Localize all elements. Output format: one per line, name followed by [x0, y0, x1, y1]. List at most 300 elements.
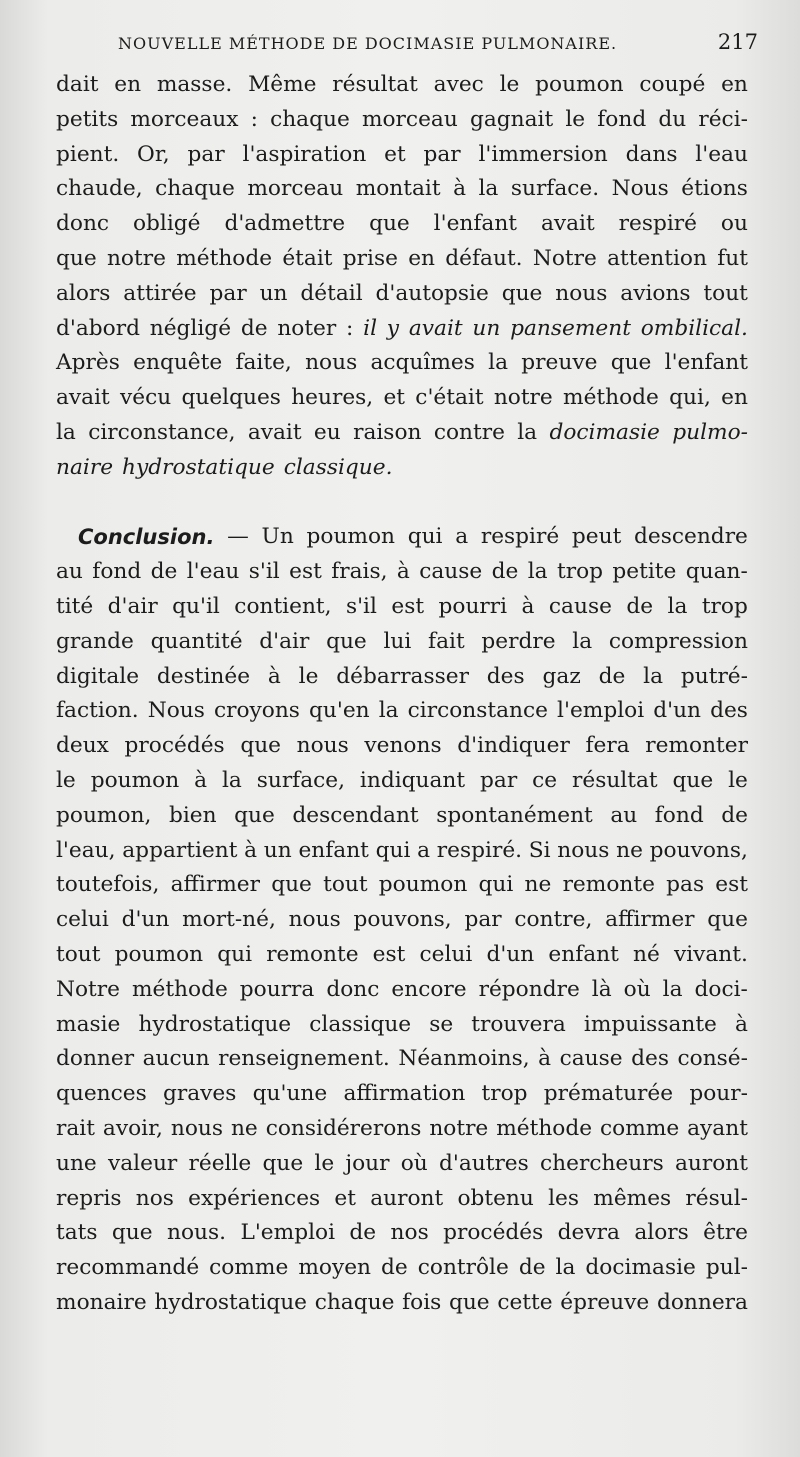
word: à — [734, 1011, 748, 1037]
word: nous — [288, 907, 341, 933]
word: l'aspiration — [242, 141, 367, 167]
word: chaque — [314, 1289, 395, 1315]
word: morceaux — [130, 106, 239, 132]
word: à — [396, 559, 410, 585]
word: qu'il — [172, 593, 220, 619]
word: affirmer — [605, 907, 695, 933]
word: en — [721, 72, 748, 97]
word: a — [417, 837, 431, 863]
word: nous — [296, 733, 349, 759]
word: l'eau — [186, 559, 240, 585]
word: trouvera — [471, 1011, 566, 1037]
word: donc — [56, 211, 110, 237]
text-line — [56, 625, 748, 660]
word: résultat — [572, 767, 658, 793]
word: donnera — [656, 1289, 748, 1315]
word: fond — [597, 106, 647, 132]
word: par — [480, 767, 518, 793]
word: le — [298, 663, 319, 689]
word: par — [423, 141, 461, 167]
word: nous — [557, 837, 610, 863]
word: comme — [209, 1255, 289, 1281]
word: putré- — [680, 663, 748, 689]
word: le — [314, 1150, 335, 1176]
word: qui — [217, 941, 253, 967]
word: la — [662, 976, 683, 1002]
word: Nous — [147, 698, 205, 724]
word: et — [383, 385, 406, 411]
word: la — [221, 767, 242, 793]
word: d'autopsie — [375, 280, 489, 306]
word: en — [114, 72, 142, 97]
word: attirée — [123, 280, 197, 306]
word: que — [610, 350, 652, 376]
word: contient, — [234, 593, 332, 619]
word: montait — [355, 176, 441, 202]
word: y — [386, 315, 400, 341]
word: contre, — [514, 907, 593, 933]
word: avait — [540, 211, 595, 237]
word: fond — [654, 802, 704, 828]
word: de — [598, 663, 626, 689]
word: que — [672, 767, 714, 793]
text-line — [56, 1077, 748, 1112]
word: avait — [56, 385, 110, 411]
word: contre — [433, 419, 505, 445]
word: enfant — [298, 837, 369, 863]
word: croyons — [213, 698, 300, 724]
text-line — [56, 1216, 748, 1251]
word: appartient — [122, 837, 238, 863]
word: le — [728, 767, 748, 793]
word: débarrasser — [336, 663, 469, 689]
word: L'emploi — [240, 1220, 336, 1246]
word: acquîmes — [370, 350, 475, 376]
word: tité — [56, 593, 94, 619]
word: qui — [407, 524, 443, 550]
word: jour — [345, 1150, 390, 1176]
word: obligé — [132, 211, 201, 237]
text-line — [56, 312, 748, 347]
word: est — [715, 872, 748, 898]
word: défaut. — [445, 245, 523, 271]
word: hydrostatique — [154, 1289, 307, 1315]
word: compression — [608, 628, 748, 654]
word: ayant — [687, 1115, 748, 1141]
word: avoir, — [102, 1115, 163, 1141]
word: d'un — [653, 698, 702, 724]
word: trop — [701, 593, 748, 619]
word: auront — [674, 1150, 748, 1176]
word: la — [555, 1255, 576, 1281]
word: méthode — [131, 976, 228, 1002]
word: en — [408, 245, 436, 271]
word: gaz — [542, 663, 581, 689]
word: naire — [56, 454, 114, 480]
word: était — [282, 245, 333, 271]
word: est — [289, 559, 322, 585]
word: tats — [56, 1220, 98, 1246]
word: qu'une — [252, 1081, 328, 1107]
word: réelle — [188, 1150, 252, 1176]
word: pient. — [56, 141, 120, 167]
word: résultat — [332, 72, 418, 97]
word: de — [381, 1255, 408, 1281]
word: raison — [353, 419, 422, 445]
word: quan- — [685, 559, 748, 585]
word: le — [565, 106, 586, 132]
word: que — [707, 907, 748, 933]
text-line — [56, 903, 748, 938]
word: docimasie — [585, 1255, 696, 1281]
word: la — [478, 176, 499, 202]
paragraph-conclusion — [56, 520, 748, 1320]
word: Un — [261, 524, 294, 550]
word: c'était — [415, 385, 484, 411]
word: hydrostatique — [122, 454, 275, 480]
word: d'indiquer — [457, 733, 570, 759]
word: d'air — [259, 628, 310, 654]
word: des — [486, 663, 525, 689]
word: un — [263, 837, 292, 863]
word: fois — [402, 1289, 442, 1315]
word: pulmo- — [672, 419, 748, 445]
running-title: NOUVELLE MÉTHODE DE DOCIMASIE PULMONAIRE. — [118, 34, 618, 53]
text-line — [56, 590, 748, 625]
word: Notre — [532, 245, 597, 271]
word: à — [194, 767, 208, 793]
word: masie — [56, 1011, 121, 1037]
word: est — [372, 941, 406, 967]
word: s'il — [248, 559, 280, 585]
word: mêmes — [593, 1185, 672, 1211]
word: une — [56, 1150, 97, 1176]
word: Même — [248, 72, 317, 97]
word: pouvons, — [649, 837, 748, 863]
word: monaire — [56, 1289, 147, 1315]
word: qui, — [669, 385, 711, 411]
word: s'il — [345, 593, 377, 619]
word: ou — [720, 211, 748, 237]
word: lui — [383, 628, 412, 654]
word: à — [453, 176, 466, 202]
word: faite, — [235, 350, 292, 376]
text-line — [56, 938, 748, 973]
word: pour- — [689, 1081, 748, 1107]
word: poumon — [114, 941, 204, 967]
word: poumon — [90, 767, 180, 793]
word: l'enfant — [433, 211, 518, 237]
word: chaque — [155, 176, 235, 202]
word: de — [491, 559, 519, 585]
word: Notre — [56, 976, 120, 1002]
word: descendre — [634, 524, 748, 550]
text-line — [56, 172, 748, 207]
word: cause — [559, 1046, 623, 1072]
word: il — [363, 315, 378, 341]
word: la — [527, 559, 548, 585]
word: un — [472, 315, 501, 341]
word: des — [710, 698, 748, 724]
text-line — [56, 451, 748, 486]
text-line — [56, 555, 748, 590]
word: enquête — [133, 350, 223, 376]
word: nous — [305, 350, 358, 376]
word: : — [346, 315, 354, 341]
word: prise — [342, 245, 398, 271]
word: trop — [481, 1081, 528, 1107]
word: réci- — [698, 106, 748, 132]
text-line — [56, 1147, 748, 1182]
word: l'immersion — [478, 141, 608, 167]
word: que — [448, 1289, 490, 1315]
word: Or, — [137, 141, 170, 167]
word: en — [721, 385, 748, 411]
text-line — [56, 138, 748, 173]
word: quantité — [150, 628, 243, 654]
word: trop — [557, 559, 604, 585]
word: pansement — [510, 315, 631, 341]
text-line — [56, 242, 748, 277]
word: faction. — [56, 698, 139, 724]
word: Nous — [611, 176, 669, 202]
word: de — [721, 802, 748, 828]
word: dait — [56, 72, 99, 97]
word: de — [626, 593, 654, 619]
word: chercheurs — [540, 1150, 664, 1176]
word: la — [378, 698, 399, 724]
word: coupé — [639, 72, 706, 97]
word: par — [209, 280, 247, 306]
word: doci- — [694, 976, 748, 1002]
word: détail — [300, 280, 363, 306]
word: contrôle — [417, 1255, 509, 1281]
word: remonte — [562, 872, 655, 898]
word: la — [667, 593, 688, 619]
word: d'un — [121, 907, 170, 933]
word: respiré — [618, 211, 697, 237]
word: le — [499, 72, 520, 97]
text-line — [56, 381, 748, 416]
word: pourri — [438, 593, 508, 619]
word: morceau — [247, 176, 344, 202]
text-line — [56, 1042, 748, 1077]
word: du — [658, 106, 687, 132]
word: ne — [230, 1115, 258, 1141]
word: quelques — [181, 385, 281, 411]
word: se — [429, 1011, 454, 1037]
word: obtenu — [457, 1185, 534, 1211]
word: que — [111, 1220, 153, 1246]
text-line — [56, 207, 748, 242]
word: auront — [370, 1185, 444, 1211]
word: pas — [666, 872, 705, 898]
word: de — [240, 315, 268, 341]
paragraph-gap — [56, 486, 748, 521]
word: preuve — [521, 350, 598, 376]
word: fera — [585, 733, 630, 759]
word: est — [391, 593, 425, 619]
word: étions — [681, 176, 748, 202]
word: fond — [92, 559, 142, 585]
word: a — [455, 524, 469, 550]
word: à — [244, 837, 258, 863]
word: Après — [56, 350, 120, 376]
word: l'enfant — [664, 350, 748, 376]
word: l'eau, — [56, 837, 116, 863]
text-line — [56, 103, 748, 138]
word: résul- — [685, 1185, 748, 1211]
word: dans — [625, 141, 678, 167]
word: quences — [56, 1081, 147, 1107]
word: alors — [634, 1220, 689, 1246]
word: que — [234, 802, 275, 828]
text-line — [56, 1112, 748, 1147]
word: deux — [56, 733, 109, 759]
word: perdre — [481, 628, 556, 654]
paragraph-autopsy — [56, 68, 748, 486]
word: devra — [557, 1220, 620, 1246]
word: frais, — [331, 559, 388, 585]
word: et — [384, 141, 406, 167]
word: respiré — [480, 524, 560, 550]
word: notre — [429, 1115, 489, 1141]
word: circonstance, — [88, 419, 236, 445]
word: morceau — [361, 106, 458, 132]
word: qui — [375, 837, 411, 863]
word: négligé — [149, 315, 232, 341]
word: où — [623, 976, 651, 1002]
word: avait — [247, 419, 302, 445]
word: aucun — [142, 1046, 210, 1072]
word: par — [187, 141, 225, 167]
word: : — [250, 106, 258, 132]
word: comme — [600, 1115, 680, 1141]
word: mort-né, — [182, 907, 276, 933]
word: donc — [326, 976, 380, 1002]
word: docimasie — [549, 419, 660, 445]
word: encore — [391, 976, 467, 1002]
word: d'abord — [56, 315, 140, 341]
word: peut — [571, 524, 622, 550]
word: cette — [497, 1289, 553, 1315]
text-line — [56, 520, 748, 555]
word: que — [262, 1150, 304, 1176]
word: poumon — [378, 872, 468, 898]
word: être — [703, 1220, 748, 1246]
word: qui — [478, 872, 514, 898]
word: né — [632, 941, 660, 967]
word: poumon — [306, 524, 395, 550]
word: poumon, — [56, 802, 152, 828]
word: repris — [56, 1185, 122, 1211]
word: ne — [524, 872, 552, 898]
word: respiré. — [436, 837, 523, 863]
word: surface, — [256, 767, 346, 793]
word: expériences — [188, 1185, 321, 1211]
word: poumon — [535, 72, 624, 97]
word: affirmation — [343, 1081, 466, 1107]
word: fut — [717, 245, 748, 271]
body-text — [56, 68, 748, 1321]
word: la — [488, 350, 509, 376]
word: procédés — [443, 1220, 544, 1246]
word: cause — [419, 559, 483, 585]
word: indiquant — [359, 767, 466, 793]
text-line — [56, 694, 748, 729]
word: venons — [364, 733, 442, 759]
word: remonte — [266, 941, 359, 967]
word: à — [521, 593, 535, 619]
word: ce — [532, 767, 558, 793]
word: petits — [56, 106, 119, 132]
word: vécu — [120, 385, 172, 411]
word: remonter — [645, 733, 748, 759]
word: classique. — [283, 454, 393, 480]
word: heures, — [291, 385, 374, 411]
text-line — [56, 834, 748, 869]
word: notre — [106, 245, 166, 271]
word: bien — [168, 802, 217, 828]
word: pul- — [705, 1255, 748, 1281]
word: enfant — [548, 941, 619, 967]
word: la — [56, 419, 76, 445]
word: vivant. — [673, 941, 748, 967]
word: Conclusion. — [78, 525, 215, 550]
word: des — [631, 1046, 669, 1072]
word: nos — [135, 1185, 174, 1211]
word: spontanément — [436, 802, 593, 828]
word: masse. — [156, 72, 233, 97]
text-line — [56, 416, 748, 451]
word: alors — [56, 280, 111, 306]
word: Néanmoins, — [398, 1046, 530, 1072]
word: cause — [548, 593, 612, 619]
word: un — [259, 280, 288, 306]
word: qu'en — [309, 698, 370, 724]
text-line — [56, 1008, 748, 1043]
word: consé- — [677, 1046, 748, 1072]
word: recommandé — [56, 1255, 200, 1281]
word: que — [56, 245, 97, 271]
word: répondre — [478, 976, 580, 1002]
text-line — [56, 973, 748, 1008]
word: ne — [616, 837, 643, 863]
word: chaude, — [56, 176, 143, 202]
word: procédés — [124, 733, 225, 759]
text-line — [56, 1286, 748, 1321]
word: la — [643, 663, 664, 689]
word: la — [572, 628, 593, 654]
word: fait — [428, 628, 465, 654]
word: la — [517, 419, 538, 445]
word: nos — [390, 1220, 429, 1246]
word: destinée — [156, 663, 251, 689]
word: impuissante — [583, 1011, 717, 1037]
text-line — [56, 68, 748, 103]
word: nous — [170, 1115, 224, 1141]
word: considérerons — [265, 1115, 422, 1141]
word: d'air — [107, 593, 158, 619]
word: petite — [612, 559, 677, 585]
word: à — [538, 1046, 552, 1072]
word: donner — [56, 1046, 135, 1072]
word: que — [271, 872, 312, 898]
word: hydrostatique — [138, 1011, 292, 1037]
text-line — [56, 277, 748, 312]
word: digitale — [56, 663, 140, 689]
word: gagnait — [469, 106, 554, 132]
